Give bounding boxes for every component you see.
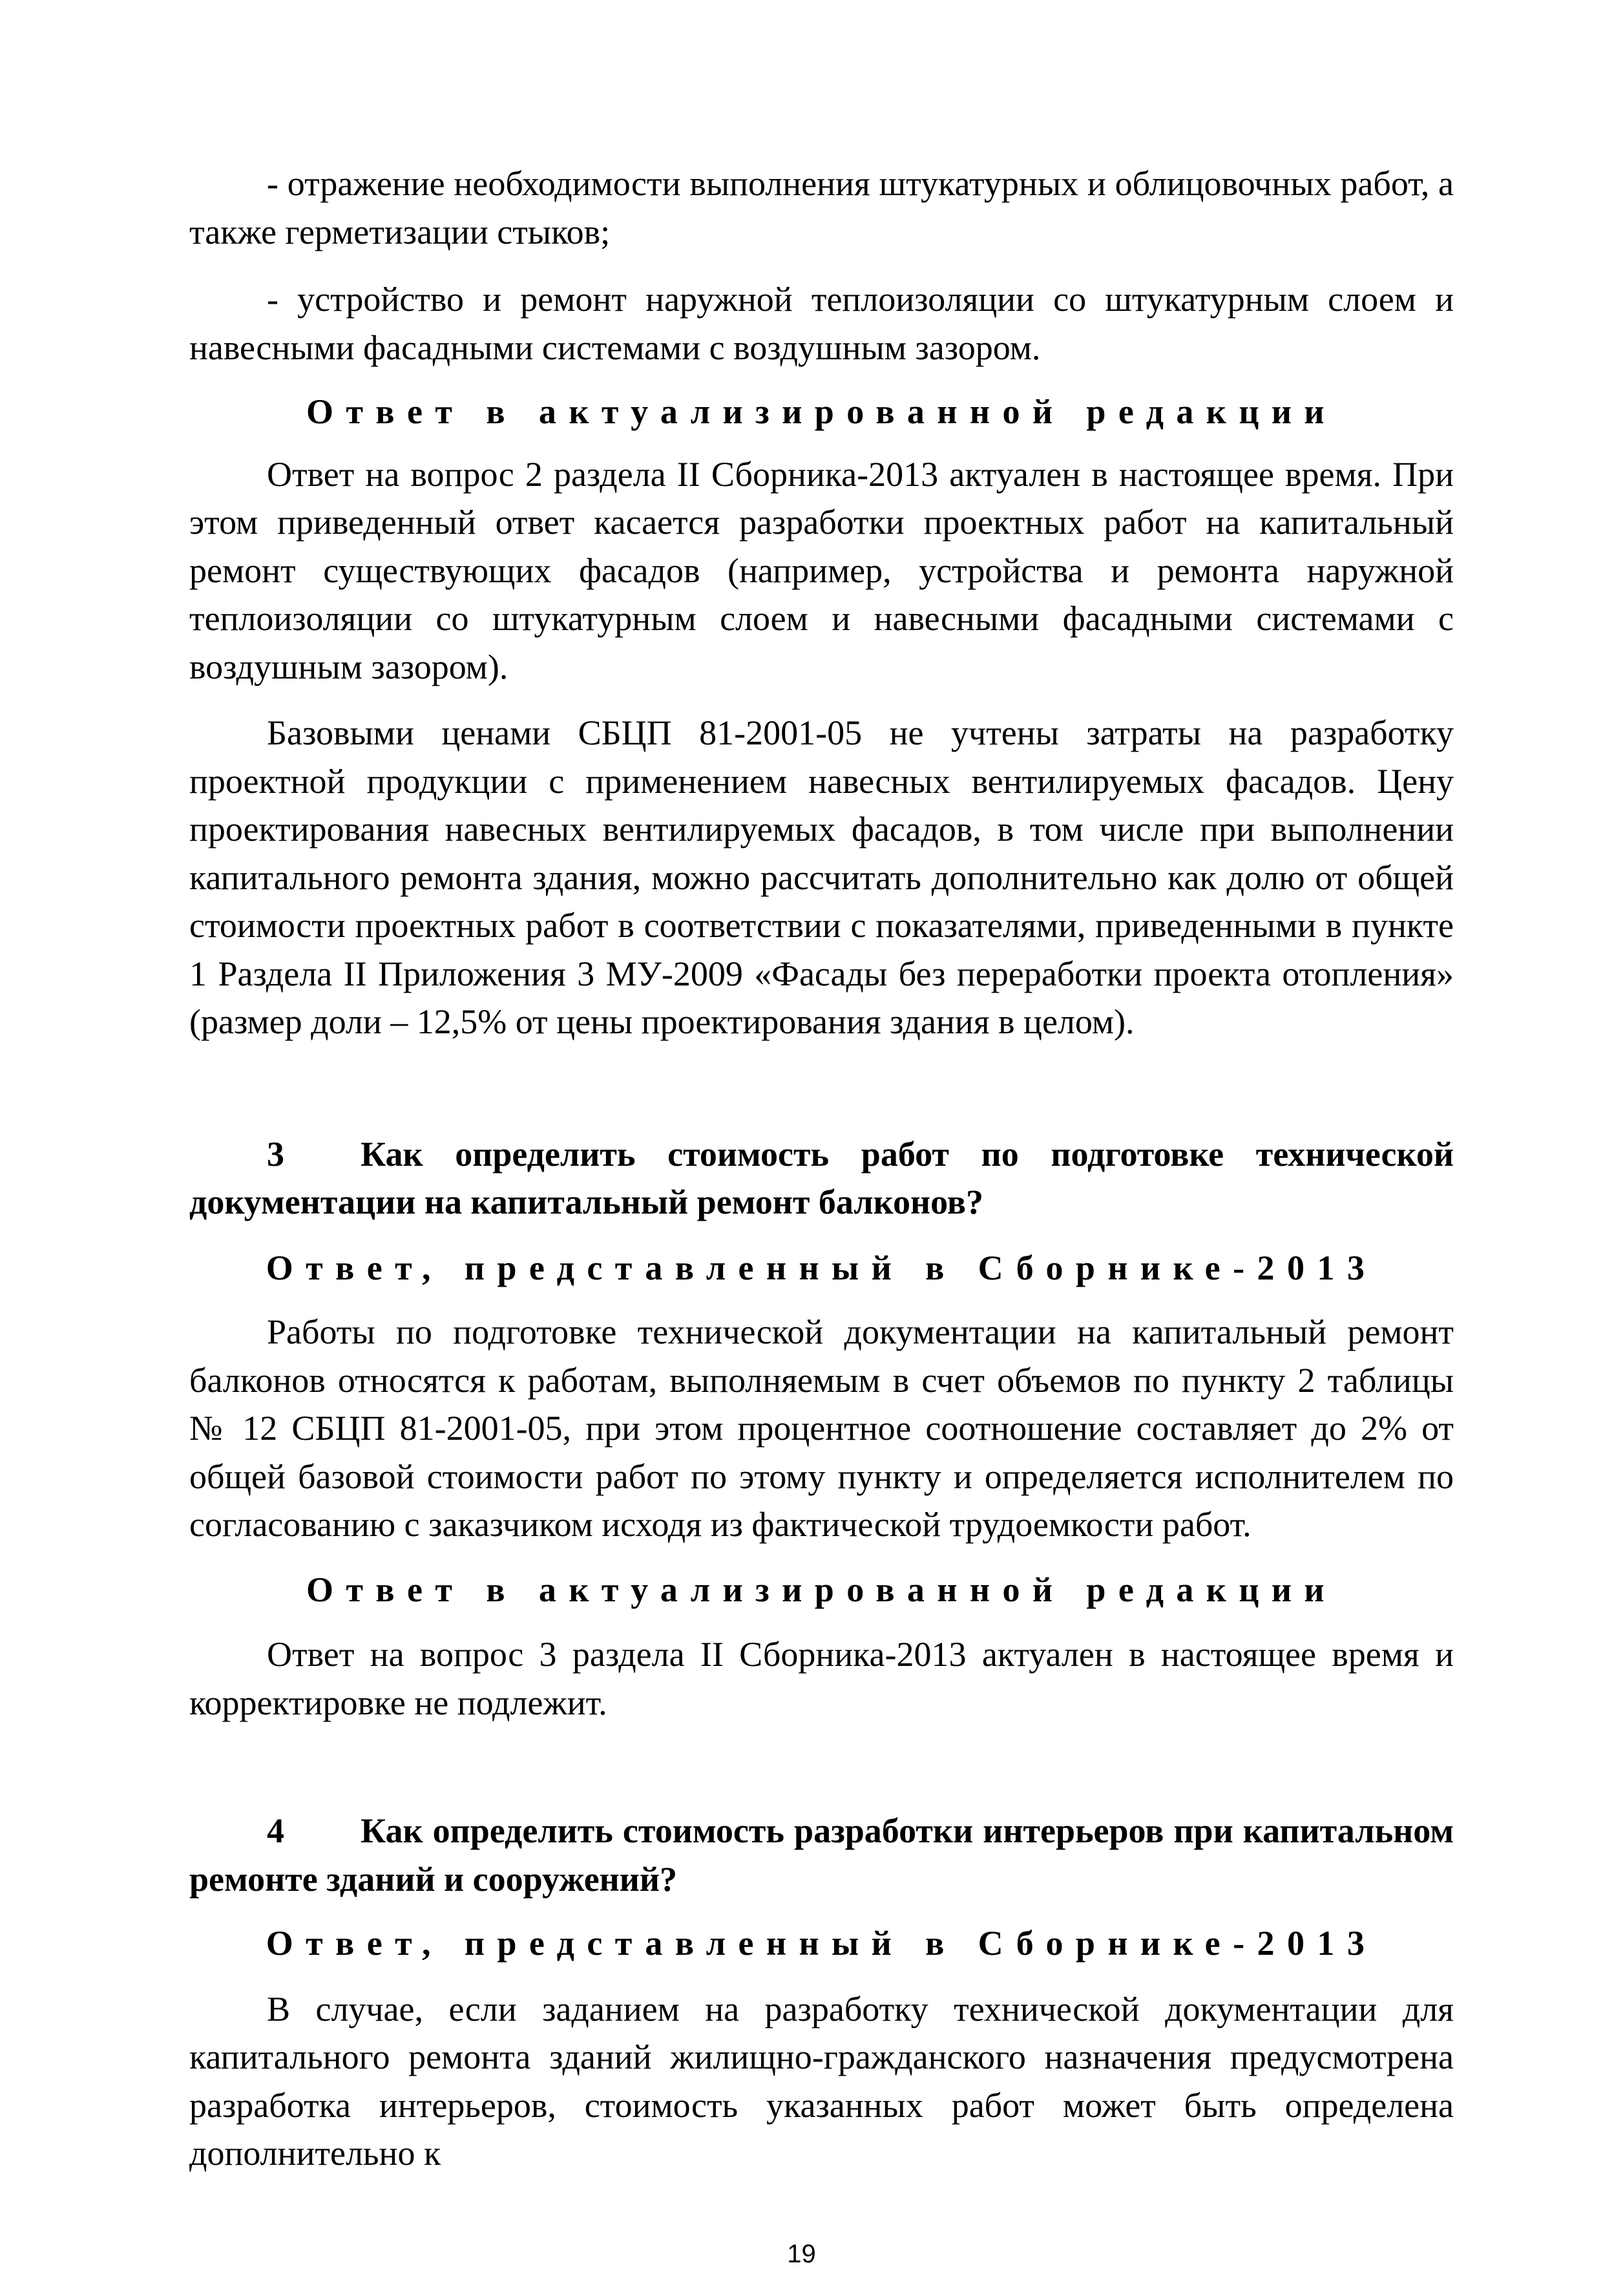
question-number: 4: [267, 1811, 284, 1850]
paragraph-answer-q2: Ответ на вопрос 2 раздела II Сборника-2013 актуален в настоящее время. При этом приведенный ответ касается разработки проектных работ на капитальный ремонт существующих фасадов (например, устройства и ремонта наружной теплоизоляции со штукатурным слоем и навесными фасадными системами с воздушным зазором).: [189, 454, 1454, 686]
heading-collection-answer: Ответ, представленный в Сборнике-2013: [266, 1924, 1378, 1963]
paragraph-plastering: - отражение необходимости выполнения штукатурных и облицовочных работ, а также герметизации стыков;: [189, 164, 1454, 251]
paragraph-insulation: - устройство и ремонт наружной теплоизоляции со штукатурным слоем и навесными фасадными системами с воздушным зазором.: [189, 280, 1454, 367]
heading-updated-answer: Ответ в актуализированной редакции: [306, 1570, 1337, 1609]
question-text: Как определить стоимость работ по подготовке технической документации на капитальный ремонт балконов?: [189, 1134, 1454, 1221]
paragraph-interiors: В случае, если заданием на разработку технической документации для капитального ремонта зданий жилищно-гражданского назначения предусмотрена разработка интерьеров, стоимость указанных работ может быть определена дополнительно к: [189, 1989, 1454, 2173]
paragraph-balcony-works: Работы по подготовке технической документации на капитальный ремонт балконов относятся к работам, выполняемым в счет объемов по пункту 2 таблицы № 12 СБЦП 81-2001-05, при этом процентное соотношение составляет до 2% от общей базовой стоимости работ по этому пункту и определяется исполнителем по согласованию с заказчиком исходя из фактической трудоемкости работ.: [189, 1312, 1454, 1544]
question-4: [189, 1807, 1454, 1903]
paragraph-base-prices: Базовыми ценами СБЦП 81-2001-05 не учтены затраты на разработку проектной продукции с применением навесных вентилируемых фасадов. Цену проектирования навесных вентилируемых фасадов, в том числе при выполнении капитального ремонта здания, можно рассчитать дополнительно как долю от общей стоимости проектных работ в соответствии с показателями, приведенными в пункте 1 Раздела II Приложения 3 МУ-2009 «Фасады без переработки проекта отопления» (размер доли – 12,5% от цены проектирования здания в целом).: [189, 713, 1454, 1041]
question-text: Как определить стоимость разработки интерьеров при капитальном ремонте зданий и сооружений?: [189, 1811, 1454, 1899]
page-number: 19: [787, 2239, 816, 2268]
heading-collection-answer: Ответ, представленный в Сборнике-2013: [266, 1248, 1378, 1287]
question-3: [189, 1130, 1454, 1227]
heading-updated-answer: Ответ в актуализированной редакции: [306, 392, 1337, 431]
page-content: [189, 0, 1454, 2178]
paragraph-answer-q3: Ответ на вопрос 3 раздела II Сборника-2013 актуален в настоящее время и корректировке не подлежит.: [189, 1635, 1454, 1722]
question-number: 3: [267, 1134, 284, 1174]
